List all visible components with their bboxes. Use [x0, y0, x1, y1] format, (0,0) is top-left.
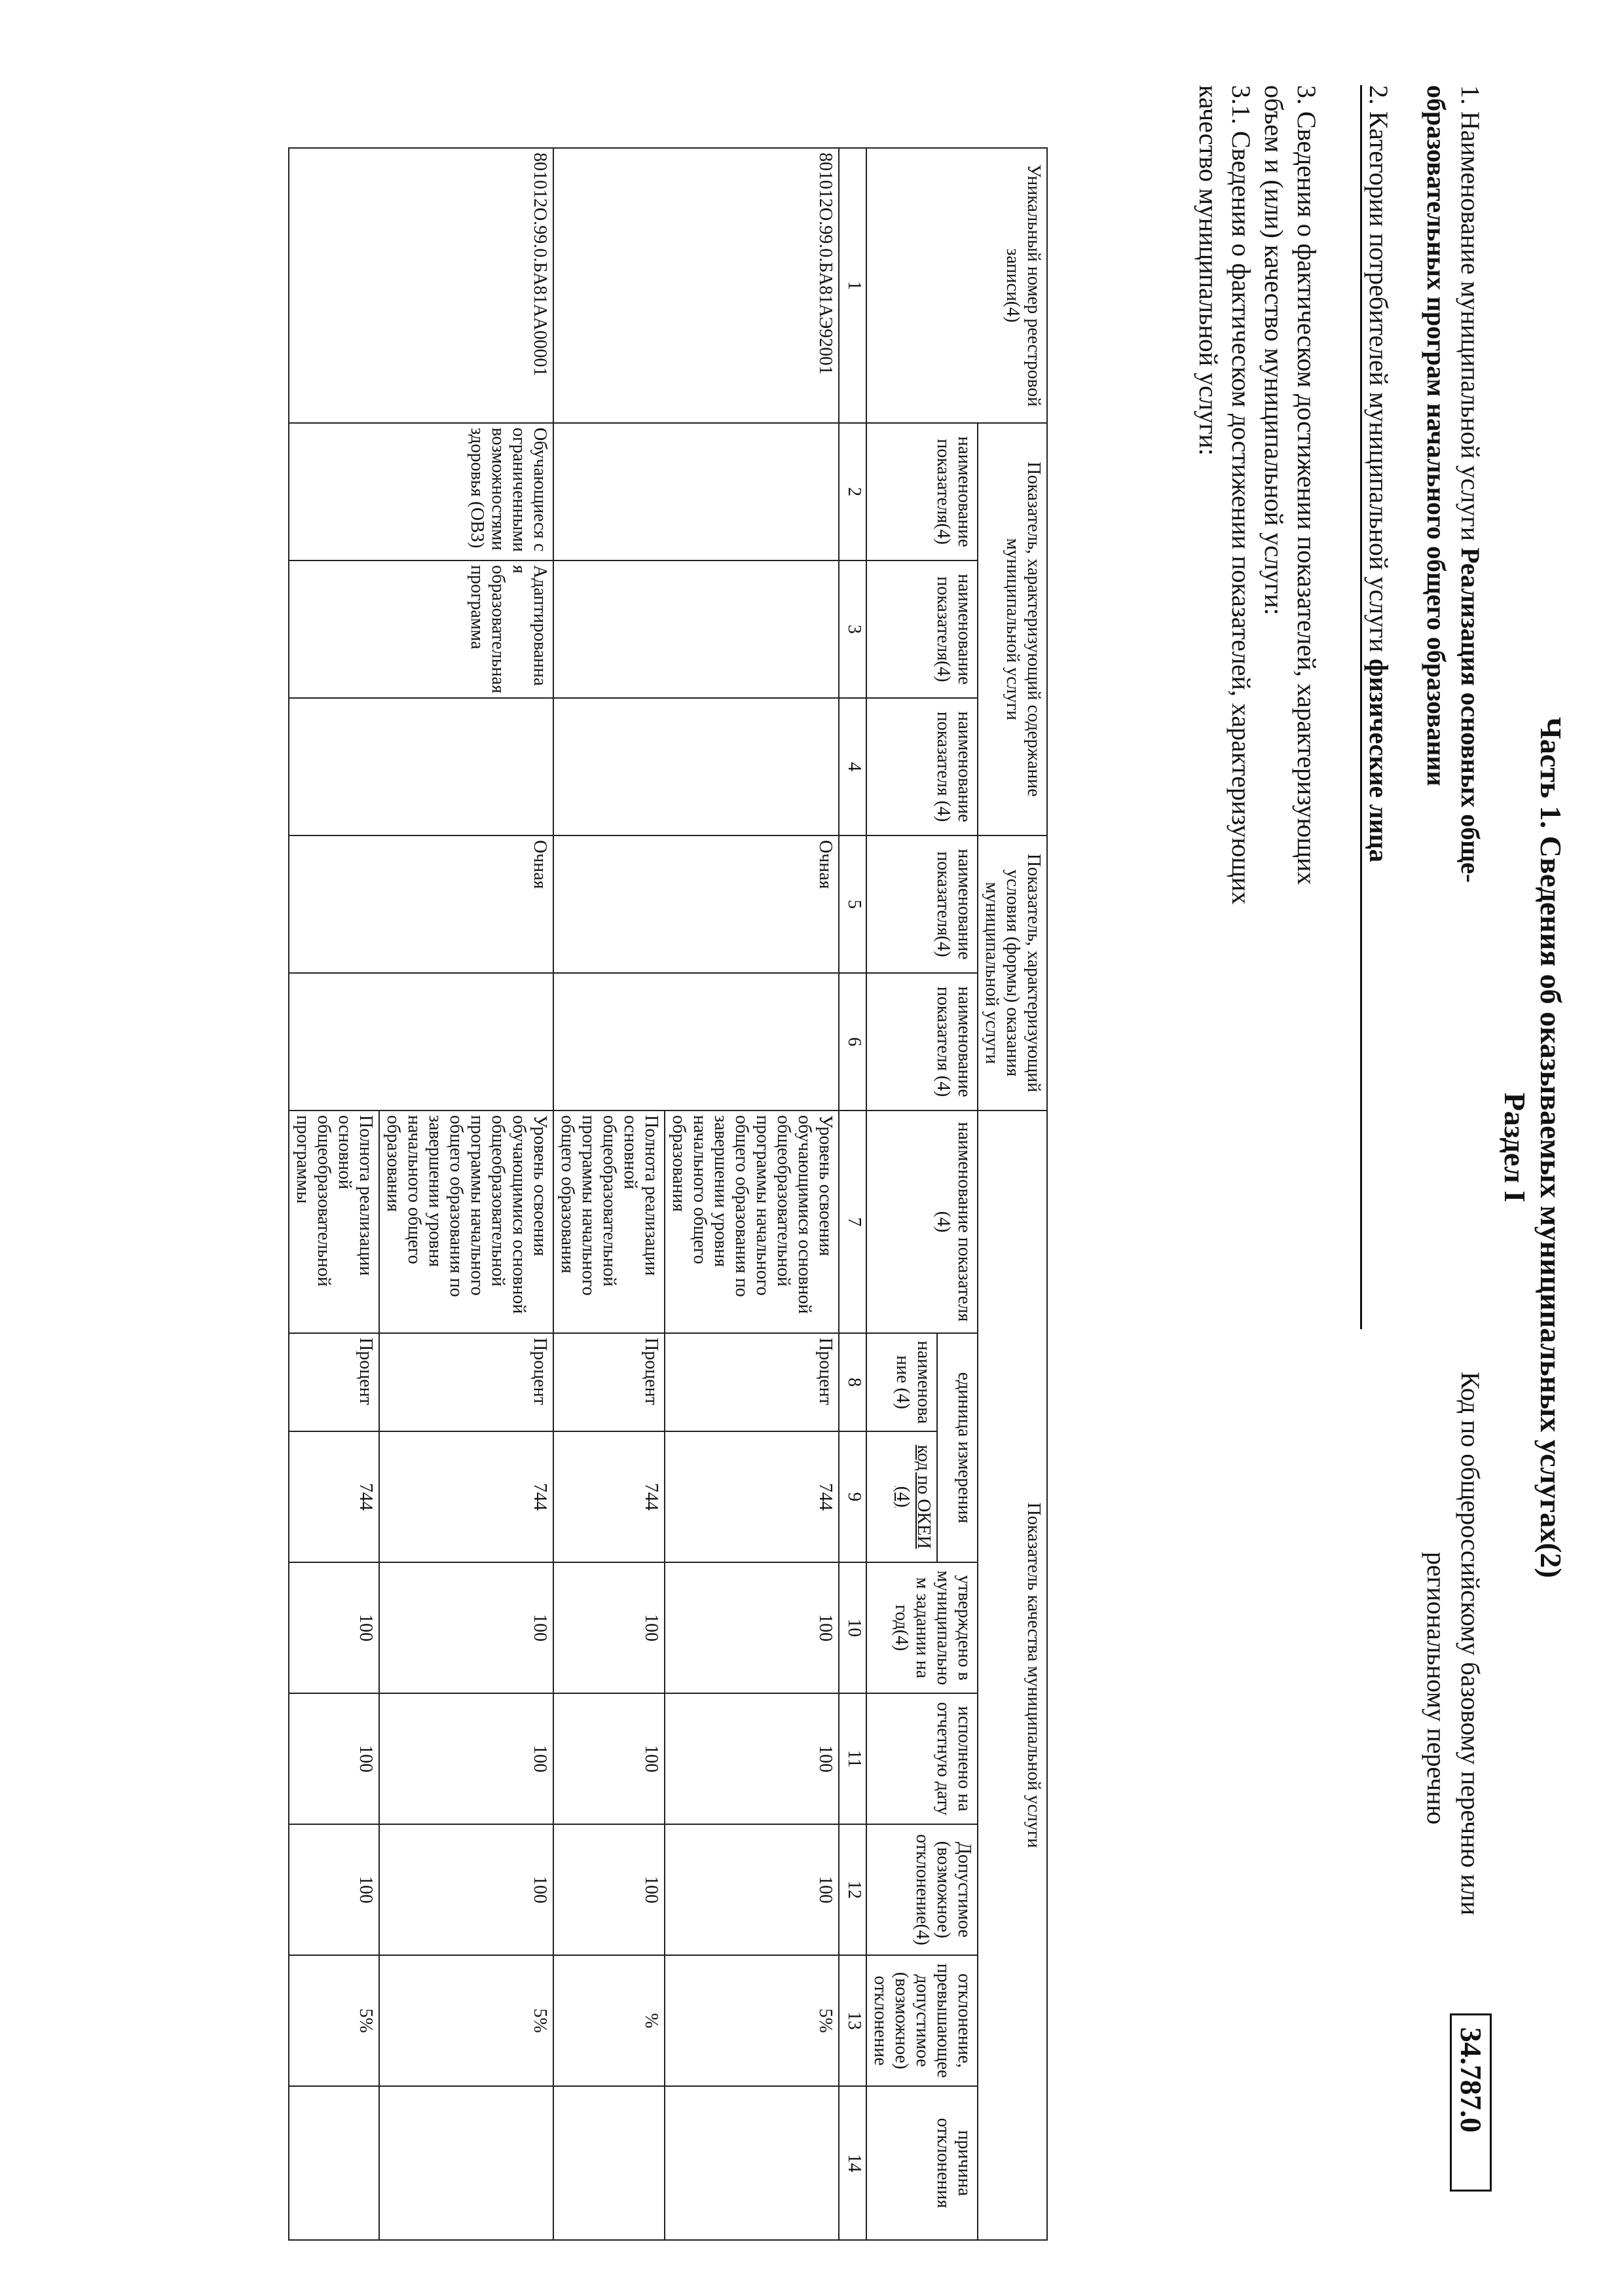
service-name-bold-2: образовательных програм начального общего образовании — [1422, 85, 1451, 786]
header-unit: единица измерения — [937, 1333, 978, 1562]
okei-code: 744 — [289, 1431, 379, 1562]
col-num: 7 — [839, 1111, 866, 1333]
header-content-3: наименование показателя (4) — [866, 698, 978, 835]
col-num: 6 — [839, 973, 866, 1111]
consumers-value: физические лица — [1364, 659, 1393, 862]
header-reason: причина отклонения — [866, 2086, 978, 2240]
col-num: 13 — [839, 1955, 866, 2086]
table-row — [665, 148, 839, 2240]
section3-line2: объем и (или) качество муниципальной услуги: — [1259, 85, 1289, 615]
indicator-name: Полнота реализации основной общеобразовательной программы начального общего образования — [553, 1111, 665, 1333]
approved-value: 100 — [665, 1562, 839, 1693]
condition-cell — [553, 973, 839, 1111]
code-box: 34.787.0 — [1450, 2013, 1492, 2192]
header-unit-code: код по ОКЕИ (4) — [866, 1431, 937, 1562]
code-label-2: региональному перечню — [1422, 1552, 1451, 1825]
indicator-name: Полнота реализации основной общеобразовательной программы — [289, 1111, 379, 1333]
col-num: 1 — [839, 148, 866, 423]
header-approved: утверждено в муниципальном задании на год(4) — [866, 1562, 978, 1693]
deviation-reason — [289, 2086, 379, 2240]
section3-line3: 3.1. Сведения о фактическом достижении показателей, характеризующих — [1227, 85, 1256, 905]
header-q-name: наименование показателя (4) — [866, 1111, 978, 1333]
approved-value: 100 — [553, 1562, 665, 1693]
header-registry: Уникальный номер реестровой записи(4) — [866, 148, 1047, 423]
allowed-deviation: 100 — [289, 1824, 379, 1955]
deviation-reason — [379, 2086, 553, 2240]
col-num: 9 — [839, 1431, 866, 1562]
registry-number: 801012О.99.0.БА81АА00001 — [289, 148, 553, 423]
service-name-prefix: 1. Наименование муниципальной услуги — [1456, 85, 1485, 548]
unit-name: Процент — [379, 1333, 553, 1431]
header-executed: исполнено на отчетную дату — [866, 1693, 978, 1824]
page-title: Часть 1. Сведения об оказываемых муниципальных услугах(2) — [1534, 717, 1568, 1578]
service-name-bold-1: Реализация основных обще- — [1456, 547, 1485, 883]
form-cell: Очная — [289, 835, 553, 973]
header-cond-1: наименование показателя(4) — [866, 835, 978, 973]
allowed-deviation: 100 — [379, 1824, 553, 1955]
approved-value: 100 — [289, 1562, 379, 1693]
header-allowed: Допустимое (возможное) отклонение(4) — [866, 1824, 978, 1955]
unit-name: Процент — [289, 1333, 379, 1431]
service-name-line — [1454, 85, 1486, 883]
header-content-1: наименование показателя(4) — [866, 423, 978, 560]
header-unit-name: наименование (4) — [866, 1333, 937, 1431]
executed-value: 100 — [379, 1693, 553, 1824]
header-exceeding: отклонение, превышающее допустимое (возможное) отклонение — [866, 1955, 978, 2086]
consumers-prefix: 2. Категории потребителей муниципальной услуги — [1364, 85, 1393, 659]
content-cell — [289, 698, 553, 835]
exceeding-deviation: 5% — [665, 1955, 839, 2086]
unit-name: Процент — [665, 1333, 839, 1431]
form-cell: Очная — [553, 835, 839, 973]
exceeding-deviation: % — [553, 1955, 665, 2086]
header-content: Показатель, характеризующий содержание муниципальной услуги — [978, 423, 1047, 835]
deviation-reason — [665, 2086, 839, 2240]
col-num: 4 — [839, 698, 866, 835]
allowed-deviation: 100 — [553, 1824, 665, 1955]
col-num: 14 — [839, 2086, 866, 2240]
deviation-reason — [553, 2086, 665, 2240]
exceeding-deviation: 5% — [289, 1955, 379, 2086]
section-title: Раздел I — [1498, 1092, 1532, 1203]
quality-indicators-table — [288, 147, 1048, 2241]
condition-cell — [289, 973, 553, 1111]
unit-name: Процент — [553, 1333, 665, 1431]
col-num: 2 — [839, 423, 866, 560]
okei-code: 744 — [553, 1431, 665, 1562]
col-num: 3 — [839, 560, 866, 698]
col-num: 11 — [839, 1693, 866, 1824]
indicator-name: Уровень освоения обучающимися основной общеобразовательной программы начального общего образования по завершении уровня начального общего образования — [665, 1111, 839, 1333]
executed-value: 100 — [289, 1693, 379, 1824]
section3-line4: качество муниципальной услуги: — [1194, 85, 1223, 456]
okei-code: 744 — [379, 1431, 553, 1562]
col-num: 12 — [839, 1824, 866, 1955]
header-content-2: наименование показателя(4) — [866, 560, 978, 698]
col-num: 10 — [839, 1562, 866, 1693]
approved-value: 100 — [379, 1562, 553, 1693]
column-number-row — [839, 148, 866, 2240]
table-row — [379, 148, 553, 2240]
section3-line1: 3. Сведения о фактическом достижении показателей, характеризующих — [1292, 85, 1321, 885]
header-conditions: Показатель, характеризующий условия (формы) оказания муниципальной услуги — [978, 835, 1047, 1111]
col-num: 5 — [839, 835, 866, 973]
allowed-deviation: 100 — [665, 1824, 839, 1955]
content-cell — [553, 423, 839, 560]
content-cell — [553, 560, 839, 698]
executed-value: 100 — [553, 1693, 665, 1824]
content-cell: Обучающиеся с ограниченными возможностями здоровья (ОВЗ) — [289, 423, 553, 560]
indicator-name: Уровень освоения обучающимися основной общеобразовательной программы начального общего образования по завершении уровня начального общего образования — [379, 1111, 553, 1333]
code-label-1: Код по общероссийскому базовому перечню или — [1456, 1372, 1485, 1916]
content-cell — [553, 698, 839, 835]
header-quality: Показатель качества муниципальной услуги — [978, 1111, 1047, 2240]
col-num: 8 — [839, 1333, 866, 1431]
exceeding-deviation: 5% — [379, 1955, 553, 2086]
consumers-line — [1360, 85, 1395, 1329]
content-cell: Адаптированная образовательная программа — [289, 560, 553, 698]
executed-value: 100 — [665, 1693, 839, 1824]
registry-number: 801012О.99.0.БА81АЭ92001 — [553, 148, 839, 423]
okei-code: 744 — [665, 1431, 839, 1562]
header-cond-2: наименование показателя (4) — [866, 973, 978, 1111]
